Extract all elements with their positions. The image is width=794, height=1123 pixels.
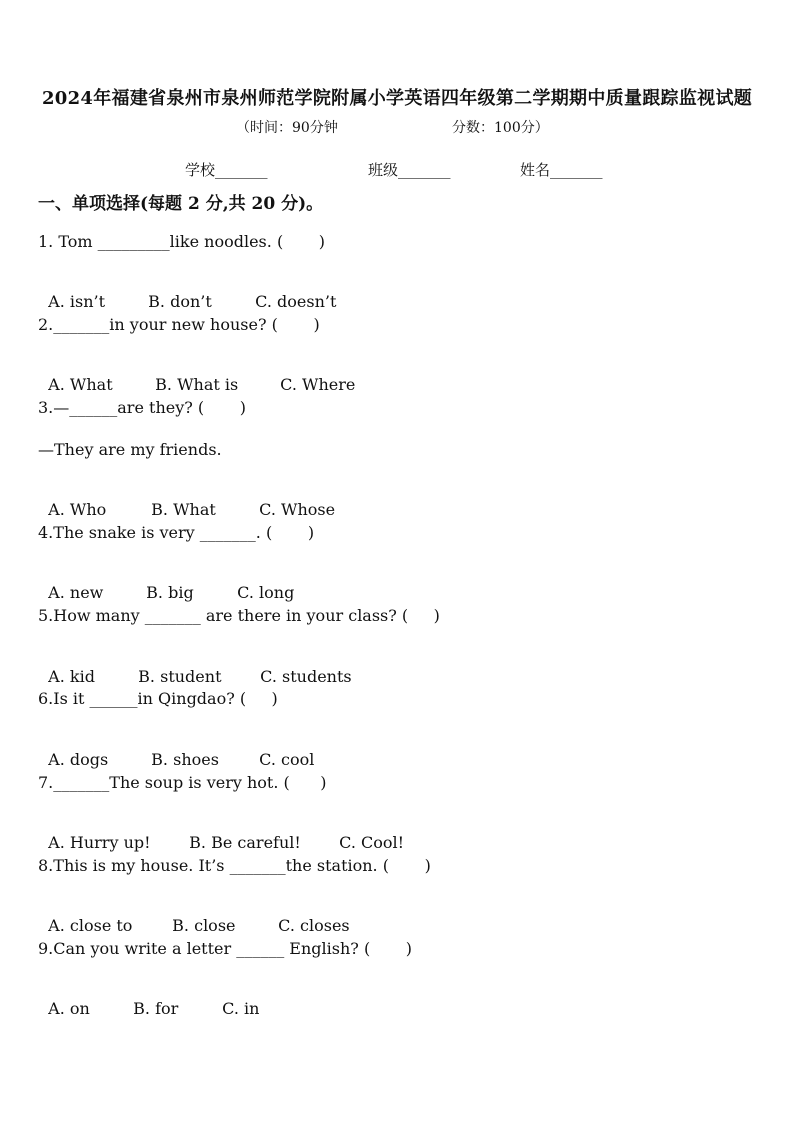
option-a[interactable]: A. What: [48, 375, 113, 394]
question-6-options: [38, 731, 314, 769]
question-5-options: [38, 648, 352, 686]
question-1-options: [38, 273, 336, 311]
option-c[interactable]: C. Where: [280, 375, 356, 394]
option-c[interactable]: C. doesn’t: [255, 292, 337, 311]
option-b[interactable]: B. shoes: [151, 750, 219, 769]
name-field: 姓名_______: [520, 161, 603, 179]
option-c[interactable]: C. students: [260, 667, 352, 686]
question-9-options: [38, 980, 259, 1018]
option-a[interactable]: A. close to: [48, 916, 133, 935]
question-3-answer-line: —They are my friends.: [38, 440, 222, 459]
question-7-stem: 7._______The soup is very hot. ( ): [38, 773, 327, 792]
option-c[interactable]: C. in: [222, 999, 260, 1018]
question-3-options: [38, 481, 335, 519]
question-5-stem: 5.How many _______ are there in your class? ( ): [38, 606, 440, 625]
option-c[interactable]: C. Whose: [259, 500, 336, 519]
exam-title: 2024年福建省泉州市泉州师范学院附属小学英语四年级第二学期期中质量跟踪监视试题: [41, 88, 753, 109]
option-b[interactable]: B. student: [138, 667, 222, 686]
option-b[interactable]: B. What is: [155, 375, 239, 394]
section-heading: 一、单项选择(每题 2 分,共 20 分)。: [38, 194, 324, 214]
question-9-stem: 9.Can you write a letter ______ English? ( ): [38, 939, 413, 958]
option-a[interactable]: A. Who: [48, 500, 107, 519]
option-c[interactable]: C. long: [237, 583, 295, 602]
question-8-stem: 8.This is my house. It’s _______the station. ( ): [38, 856, 431, 875]
option-c[interactable]: C. Cool!: [339, 833, 405, 852]
option-b[interactable]: B. What: [151, 500, 216, 519]
question-4-stem: 4.The snake is very _______. ( ): [38, 523, 315, 542]
question-1-stem: 1. Tom _________like noodles. ( ): [38, 232, 326, 251]
question-2-stem: 2._______in your new house? ( ): [38, 315, 320, 334]
question-7-options: [38, 814, 404, 852]
option-a[interactable]: A. on: [48, 999, 90, 1018]
option-a[interactable]: A. kid: [48, 667, 95, 686]
option-b[interactable]: B. close: [172, 916, 236, 935]
option-a[interactable]: A. Hurry up!: [48, 833, 151, 852]
question-4-options: [38, 564, 294, 602]
option-b[interactable]: B. Be careful!: [189, 833, 301, 852]
school-field: 学校_______: [185, 161, 268, 179]
question-3-stem: 3.—______are they? ( ): [38, 398, 246, 417]
question-8-options: [38, 897, 350, 935]
exam-time: （时间：90分钟: [236, 120, 338, 136]
option-a[interactable]: A. new: [48, 583, 104, 602]
question-6-stem: 6.Is it ______in Qingdao? ( ): [38, 689, 278, 708]
exam-score: 分数：100分）: [452, 120, 549, 136]
option-b[interactable]: B. big: [146, 583, 194, 602]
question-2-options: [38, 356, 355, 394]
option-b[interactable]: B. for: [133, 999, 179, 1018]
option-c[interactable]: C. cool: [259, 750, 315, 769]
option-a[interactable]: A. dogs: [48, 750, 109, 769]
option-b[interactable]: B. don’t: [148, 292, 212, 311]
option-c[interactable]: C. closes: [278, 916, 350, 935]
option-a[interactable]: A. isn’t: [48, 292, 106, 311]
class-field: 班级_______: [368, 161, 451, 179]
